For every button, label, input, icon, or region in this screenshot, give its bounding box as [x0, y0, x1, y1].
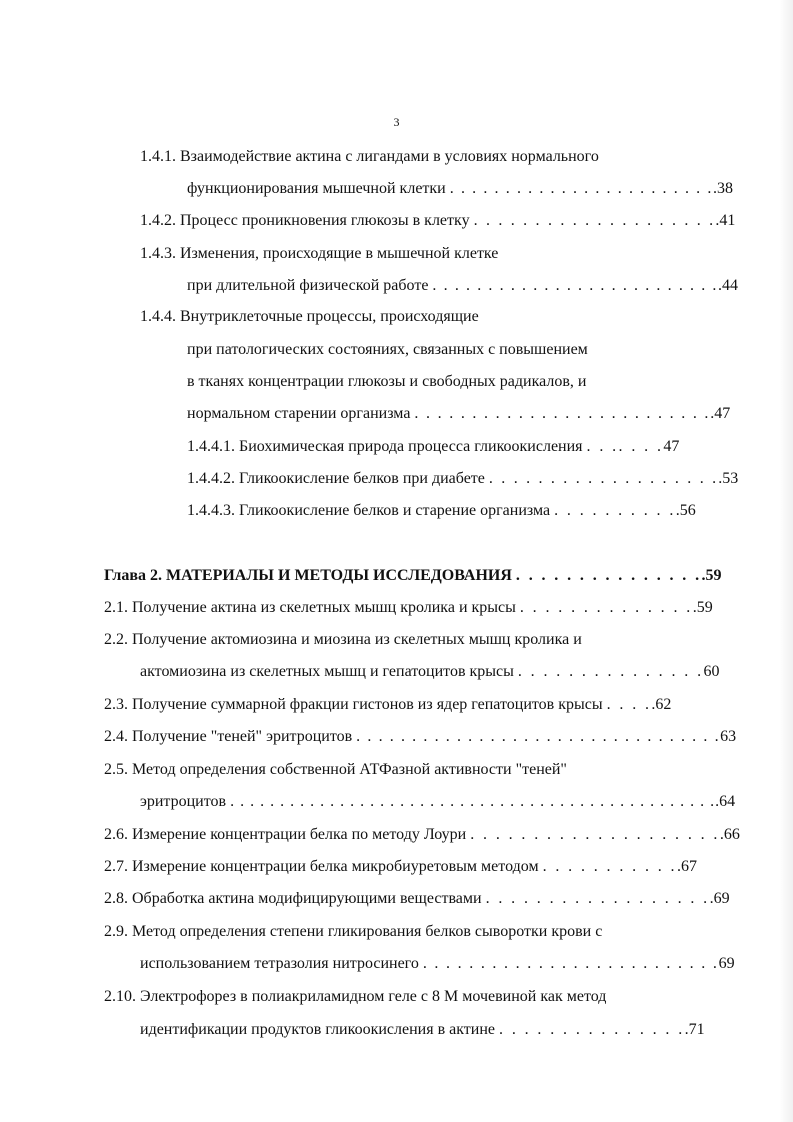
toc-entry [140, 1020, 705, 1040]
toc-entry-leader-dots: . . . . . . . . . . . . . . . . . . . . . . . . [449, 180, 713, 197]
toc-entry-title: 2.6. Измерение концентрации белка по методу Лоури [104, 826, 467, 843]
toc-entry-page-number: .44 [718, 277, 739, 294]
toc-entry-title: использованием тетразолия нитросинего [140, 955, 419, 972]
toc-entry-title: Глава 2. МАТЕРИАЛЫ И МЕТОДЫ ИССЛЕДОВАНИЯ [104, 567, 512, 584]
toc-entry-title: идентификации продуктов гликоокисления в актине [140, 1021, 496, 1038]
toc-entry [104, 857, 697, 877]
toc-entry [140, 147, 599, 167]
toc-entry-title: 2.2. Получение актомиозина и миозина из скелетных мышц кролика и [104, 631, 582, 648]
toc-entry-title: 1.4.1. Взаимодействие актина с лигандами в условиях нормального [140, 148, 599, 165]
toc-entry-title: нормальном старении организма [187, 405, 411, 422]
toc-entry-leader-dots: . . . . . . . . . . . . . . . . . . . . . . . . . . [432, 277, 719, 294]
toc-entry [140, 244, 498, 264]
toc-entry-title: 1.4.2. Процесс проникновения глюкозы в клетку [140, 212, 470, 229]
toc-entry-title: 1.4.3. Изменения, происходящие в мышечной клетке [140, 245, 499, 262]
toc-entry-page-number: .62 [651, 696, 672, 713]
toc-entry-title: при длительной физической работе [187, 277, 429, 294]
toc-entry-leader-dots: . . .. . . . [586, 438, 664, 455]
toc-entry [187, 372, 586, 392]
toc-entry-leader-dots: . . . . . . . . . . . . . . . . . . . . . . . . . . . . . . . . . [356, 728, 721, 745]
toc-entry-leader-dots: . . . . . . . . . . [554, 502, 676, 519]
toc-entry-title: 2.4. Получение "теней" эритроцитов [104, 728, 353, 745]
toc-entry-title: эритроцитов [140, 793, 227, 810]
toc-entry [187, 340, 588, 360]
toc-entry-page-number: .59 [701, 567, 722, 584]
toc-entry-page-number: .53 [718, 470, 739, 487]
toc-entry-page-number: .67 [676, 858, 697, 875]
toc-entry [104, 987, 606, 1007]
toc-entry-page-number: .59 [692, 599, 713, 616]
toc-entry [104, 825, 740, 845]
toc-entry-leader-dots: . . . . . . . . . . . . . . . . . . . . . . . . . . [414, 405, 711, 422]
toc-entry-page-number: .47 [710, 405, 731, 422]
toc-entry-leader-dots: . . . . . . . . . . . . . . . . . . . . . . . . . . [422, 955, 719, 972]
toc-entry-title: функционирования мышечной клетки [187, 180, 446, 197]
toc-entry-page-number: .38 [712, 180, 733, 197]
toc-entry [140, 792, 735, 812]
toc-entry-leader-dots: . . . . . . . . . . . . . . . . . . . . . . . . . . . . . . . . . . . . . . . . . . . . . . . . . [230, 793, 716, 810]
toc-entry [104, 922, 602, 942]
toc-entry [104, 598, 713, 618]
toc-entry-title: 2.9. Метод определения степени гликирования белков сыворотки крови с [104, 923, 603, 940]
toc-entry-title: в тканях концентрации глюкозы и свободных радикалов, и [187, 373, 587, 390]
toc-entry-leader-dots: . . . . . . . . . . . . . . . . . . . [488, 470, 719, 487]
toc-entry [104, 760, 567, 780]
toc-entry-page-number: .64 [715, 793, 736, 810]
page-edge-shadow [779, 0, 793, 1122]
toc-entry-leader-dots: . . . . [606, 696, 652, 713]
toc-entry-title: актомиозина из скелетных мышц и гепатоцитов крысы [140, 663, 514, 680]
toc-entry-title: 2.10. Электрофорез в полиакриламидном геле с 8 М мочевиной как метод [104, 988, 607, 1005]
toc-entry-page-number: .41 [715, 212, 736, 229]
toc-entry-title: 2.1. Получение актина из скелетных мышц кролика и крысы [104, 599, 516, 616]
toc-entry [187, 404, 730, 424]
toc-entry [140, 954, 735, 974]
toc-entry-page-number: 63 [720, 728, 737, 745]
toc-entry [104, 630, 582, 650]
toc-entry-title: 2.8. Обработка актина модифицирующими веществами [104, 890, 482, 907]
toc-entry [187, 276, 738, 296]
toc-entry-title: 2.7. Измерение концентрации белка микробиуретовым методом [104, 858, 539, 875]
toc-entry-leader-dots: . . . . . . . . . . . . . . . . . . . . [470, 826, 720, 843]
toc-entry-title: 1.4.4.3. Гликоокисление белков и старение организма [187, 502, 551, 519]
toc-entry-leader-dots: . . . . . . . . . . . . . . . . . . [485, 890, 710, 907]
page-number: 3 [393, 115, 400, 129]
toc-entry-title: 1.4.4.2. Гликоокисление белков при диабете [187, 470, 485, 487]
toc-entry-leader-dots: . . . . . . . . . . . . . . . [515, 567, 702, 584]
toc-entry-leader-dots: . . . . . . . . . . . . . . . [499, 1021, 685, 1038]
toc-entry-page-number: 47 [663, 438, 680, 455]
toc-entry-leader-dots: . . . . . . . . . . . . . . [519, 599, 693, 616]
toc-entry-title: 2.3. Получение суммарной фракции гистонов из ядер гепатоцитов крысы [104, 696, 603, 713]
toc-entry-page-number: 69 [718, 955, 735, 972]
toc-entry-leader-dots: . . . . . . . . . . . . . . . [517, 663, 704, 680]
toc-entry-title: 1.4.4. Внутриклеточные процессы, происходящие [140, 308, 479, 325]
toc-entry [187, 437, 679, 457]
toc-entry [140, 211, 735, 231]
toc-entry-page-number: .69 [709, 890, 730, 907]
toc-entry [140, 662, 719, 682]
toc-entry [104, 566, 722, 586]
toc-entry-page-number: .71 [684, 1021, 705, 1038]
toc-entry-title: при патологических состояниях, связанных с повышением [187, 341, 588, 358]
toc-entry-page-number: .66 [719, 826, 740, 843]
toc-entry-title: 2.5. Метод определения собственной АТФазной активности "теней" [104, 761, 567, 778]
toc-entry-page-number: .56 [675, 502, 696, 519]
toc-entry-title: 1.4.4.1. Биохимическая природа процесса гликоокисления [187, 438, 583, 455]
toc-entry [104, 889, 730, 909]
toc-entry [104, 695, 671, 715]
toc-entry [104, 727, 736, 747]
toc-entry [187, 469, 738, 489]
toc-entry [187, 179, 733, 199]
toc-entry [187, 501, 696, 521]
toc-entry [140, 307, 479, 327]
toc-entry-leader-dots: . . . . . . . . . . . . . . . . . . . . [473, 212, 716, 229]
toc-entry-page-number: 60 [703, 663, 720, 680]
toc-entry-leader-dots: . . . . . . . . . . . [542, 858, 677, 875]
